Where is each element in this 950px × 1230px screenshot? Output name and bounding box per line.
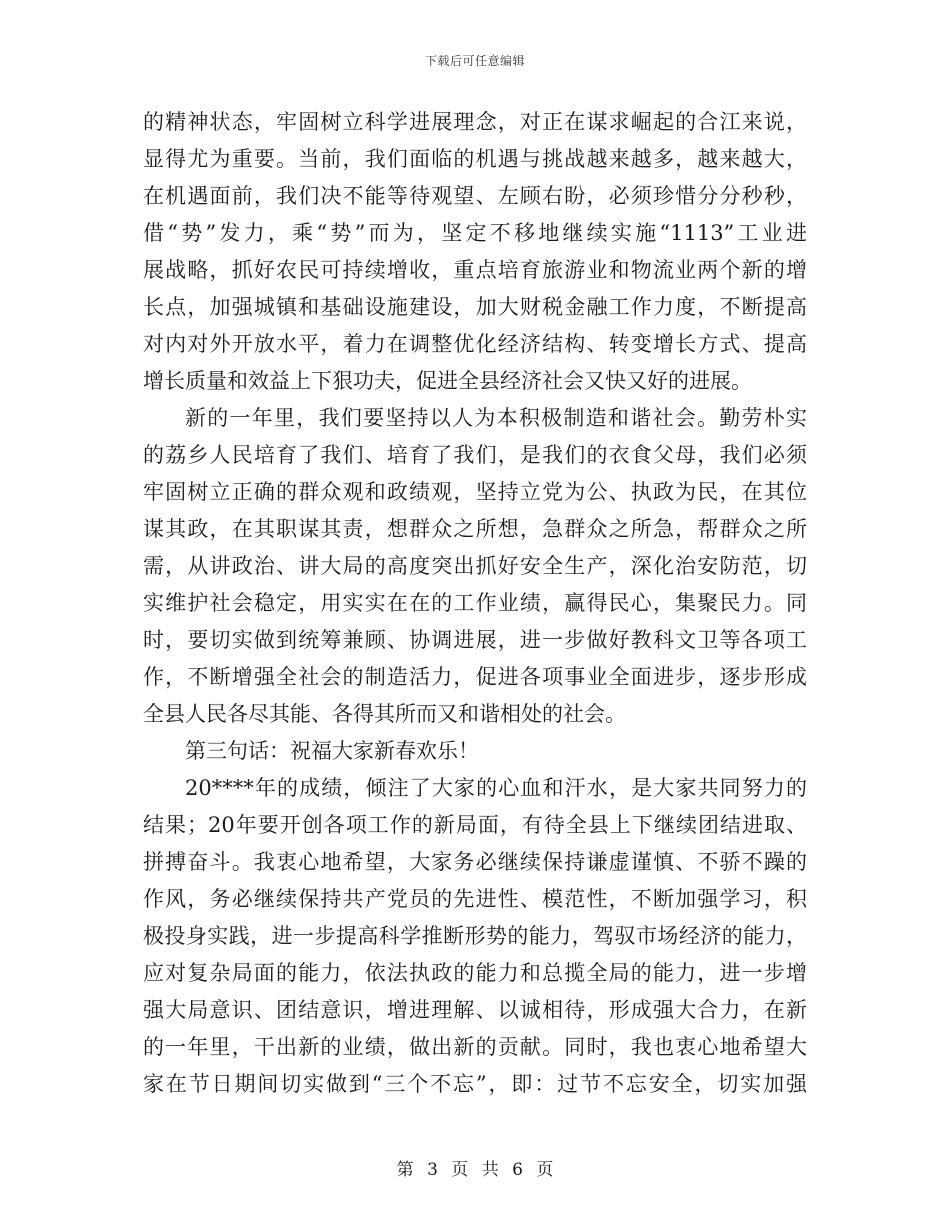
page-header: 下载后可任意编辑: [424, 54, 525, 68]
body-line: 显得尤为重要。当前，我们面临的机遇与挑战越来越多，越来越大，: [143, 147, 807, 171]
body-line: 新的一年里，我们要坚持以人为本积极制造和谐社会。勤劳朴实: [185, 406, 807, 430]
body-line: 展战略，抓好农民可持续增收，重点培育旅游业和物流业两个新的增: [143, 258, 807, 282]
page-label-mid: 页: [451, 1160, 469, 1180]
body-line: 作风，务必继续保持共产党员的先进性、模范性，不断加强学习，积: [143, 887, 807, 911]
body-line: 对内对外开放水平，着力在调整优化经济结构、转变增长方式、提高: [143, 332, 807, 356]
body-line: 需，从讲政治、讲大局的高度突出抓好安全生产，深化治安防范，切: [143, 554, 807, 578]
body-line: 的一年里，干出新的业绩，做出新的贡献。同时，我也衷心地希望大: [143, 1035, 807, 1059]
body-line: 增长质量和效益上下狠功夫，促进全县经济社会又快又好的进展。: [143, 369, 752, 393]
section-heading: 第三句话：祝福大家新春欢乐！: [185, 739, 479, 763]
body-line: 在机遇面前，我们决不能等待观望、左顾右盼，必须珍惜分分秒秒，: [143, 184, 807, 208]
page-label-prefix: 第: [396, 1160, 414, 1180]
body-line: 极投身实践，进一步提高科学推断形势的能力，驾驭市场经济的能力，: [143, 924, 807, 948]
body-line: 家在节日期间切实做到“三个不忘”，即：过节不忘安全，切实加强: [143, 1072, 807, 1096]
body-line: 全县人民各尽其能、各得其所而又和谐相处的社会。: [143, 702, 626, 726]
body-line: 的精神状态，牢固树立科学进展理念，对正在谋求崛起的合江来说，: [143, 110, 807, 134]
page-footer: [0, 1155, 950, 1180]
page-label-suffix: 页: [536, 1160, 554, 1180]
body-line: 应对复杂局面的能力，依法执政的能力和总揽全局的能力，进一步增: [143, 961, 807, 985]
current-page-number: 3: [427, 1160, 438, 1180]
body-line: 实维护社会稳定，用实实在在的工作业绩，赢得民心，集聚民力。同: [143, 591, 807, 615]
body-line: 强大局意识、团结意识，增进理解、以诚相待，形成强大合力，在新: [143, 998, 807, 1022]
body-line: 长点，加强城镇和基础设施建设，加大财税金融工作力度，不断提高: [143, 295, 807, 319]
total-label: 共: [481, 1160, 499, 1180]
body-line: 借“势”发力，乘“势”而为，坚定不移地继续实施“1113”工业进: [143, 221, 807, 245]
body-line: 拼搏奋斗。我衷心地希望，大家务必继续保持谦虚谨慎、不骄不躁的: [143, 850, 807, 874]
body-line: 结果；20年要开创各项工作的新局面，有待全县上下继续团结进取、: [143, 813, 807, 837]
body-line: 作，不断增强全社会的制造活力，促进各项事业全面进步，逐步形成: [143, 665, 807, 689]
body-line: 牢固树立正确的群众观和政绩观，坚持立党为公、执政为民，在其位: [143, 480, 807, 504]
document-body: [143, 104, 807, 1103]
body-line: 时，要切实做到统筹兼顾、协调进展，进一步做好教科文卫等各项工: [143, 628, 807, 652]
body-line: 20****年的成绩，倾注了大家的心血和汗水，是大家共同努力的: [185, 776, 807, 800]
total-pages-number: 6: [512, 1160, 523, 1180]
body-line: 谋其政，在其职谋其责，想群众之所想，急群众之所急，帮群众之所: [143, 517, 807, 541]
body-line: 的荔乡人民培育了我们、培育了我们，是我们的衣食父母，我们必须: [143, 443, 807, 467]
